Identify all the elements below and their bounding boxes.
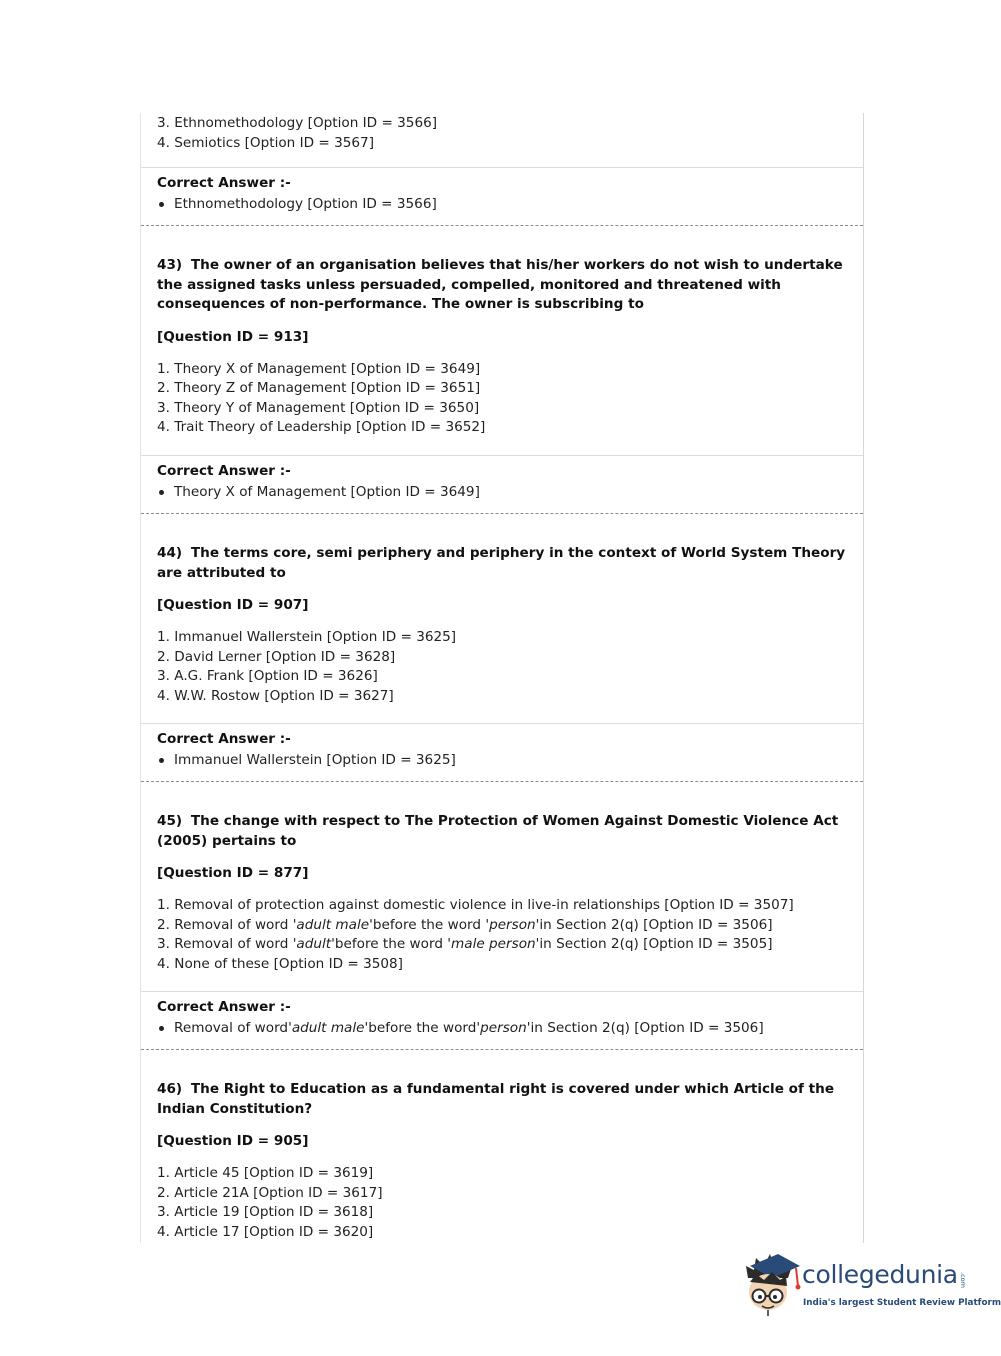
option: 4. Article 17 [Option ID = 3620] (157, 1223, 374, 1240)
correct-answer-label: Correct Answer :- (157, 731, 291, 747)
option: 4. W.W. Rostow [Option ID = 3627] (157, 687, 394, 704)
answer-text: in Section 2(q) [Option ID = 3506] (530, 1020, 764, 1036)
q42-options-tail (141, 113, 863, 167)
question-body: The owner of an organisation believes that his/her workers do not wish to undertake the assigned tasks unless persuaded, compelled, monitored and threatened with consequences of non-performance. The owner is subscribing to (157, 257, 843, 312)
question-id: [Question ID = 907] (157, 597, 309, 613)
answer-italic: 'person' (476, 1020, 531, 1036)
option: 3. Ethnomethodology [Option ID = 3566] (157, 115, 438, 131)
question-text (157, 812, 847, 851)
question-text (157, 256, 847, 315)
option-text: before the word (334, 936, 448, 952)
correct-answer (157, 751, 863, 771)
question-text (157, 544, 847, 583)
correct-answer-label: Correct Answer :- (157, 999, 291, 1015)
option: 3. A.G. Frank [Option ID = 3626] (157, 668, 378, 684)
option-text: before the word (372, 916, 486, 933)
answer-text: before the word (368, 1020, 477, 1036)
option (157, 935, 863, 955)
option: 1. Removal of protection against domestic violence in live-in relationships [Option ID = 3507] (157, 897, 794, 913)
option-text: 3. Removal of word (157, 936, 293, 952)
question-44 (141, 514, 863, 723)
option: 1. Theory X of Management [Option ID = 3649] (157, 360, 481, 377)
option: 2. Article 21A [Option ID = 3617] (157, 1184, 383, 1201)
question-body: The Right to Education as a fundamental right is covered under which Article of the Indian Constitution? (157, 1081, 835, 1117)
question-number: 45) (157, 813, 183, 829)
correct-answer-label: Correct Answer :- (157, 175, 291, 191)
option: 4. None of these [Option ID = 3508] (157, 955, 403, 972)
question-body: The change with respect to The Protection of Women Against Domestic Violence Act (2005) pertains to (157, 813, 839, 849)
bullet-icon (159, 758, 164, 763)
answer-text: Ethnomethodology [Option ID = 3566] (174, 196, 437, 212)
answer-text: Immanuel Wallerstein [Option ID = 3625] (174, 752, 456, 768)
options-list (157, 1164, 863, 1242)
q45-correct-answer (141, 991, 863, 1050)
mascot-icon (742, 1252, 804, 1318)
correct-answer (157, 195, 863, 215)
option (157, 916, 863, 936)
option-italic: 'adult male' (292, 916, 373, 933)
question-number: 43) (157, 257, 183, 273)
bullet-icon (159, 202, 164, 207)
question-number: 44) (157, 545, 183, 561)
option: 4. Semiotics [Option ID = 3567] (157, 134, 375, 151)
question-body: The terms core, semi periphery and periphery in the context of World System Theory are attributed to (157, 545, 846, 581)
option-italic: 'person' (485, 916, 540, 933)
correct-answer (157, 1019, 863, 1039)
option-italic: 'male person' (447, 936, 540, 952)
option-italic: 'adult' (292, 936, 335, 952)
collegedunia-logo (742, 1252, 1001, 1322)
answer-text: Removal of word (174, 1020, 289, 1036)
answer-italic: 'adult male' (288, 1020, 369, 1036)
q42-correct-answer (141, 167, 863, 226)
option: 2. David Lerner [Option ID = 3628] (157, 648, 396, 665)
q43-correct-answer (141, 455, 863, 514)
bullet-icon (159, 490, 164, 495)
option: 3. Article 19 [Option ID = 3618] (157, 1204, 374, 1220)
logo-tagline: India's largest Student Review Platform (803, 1298, 1001, 1308)
option: 2. Theory Z of Management [Option ID = 3651] (157, 380, 481, 396)
question-id: [Question ID = 905] (157, 1133, 309, 1149)
option: 1. Article 45 [Option ID = 3619] (157, 1165, 374, 1181)
option: 3. Theory Y of Management [Option ID = 3650] (157, 399, 480, 416)
question-text (157, 1080, 847, 1119)
question-number: 46) (157, 1081, 183, 1097)
exam-response-sheet (140, 113, 864, 1243)
options-list (157, 628, 863, 706)
correct-answer (157, 483, 863, 503)
option-text: 2. Removal of word (157, 916, 293, 933)
option-text: in Section 2(q) [Option ID = 3506] (539, 916, 773, 933)
question-46 (141, 1050, 863, 1243)
option: 4. Trait Theory of Leadership [Option ID = 3652] (157, 419, 486, 435)
options-list (157, 896, 863, 974)
answer-text: Theory X of Management [Option ID = 3649] (174, 484, 480, 500)
option-text: in Section 2(q) [Option ID = 3505] (539, 936, 773, 952)
bullet-icon (159, 1026, 164, 1031)
logo-wordmark: collegedunia (802, 1260, 958, 1289)
option: 1. Immanuel Wallerstein [Option ID = 3625] (157, 629, 457, 645)
logo-suffix: .com (959, 1272, 967, 1288)
question-id: [Question ID = 913] (157, 328, 309, 345)
question-43 (141, 226, 863, 455)
correct-answer-label: Correct Answer :- (157, 463, 291, 479)
question-45 (141, 782, 863, 991)
q44-correct-answer (141, 723, 863, 782)
question-id: [Question ID = 877] (157, 865, 309, 881)
options-list (157, 360, 863, 438)
